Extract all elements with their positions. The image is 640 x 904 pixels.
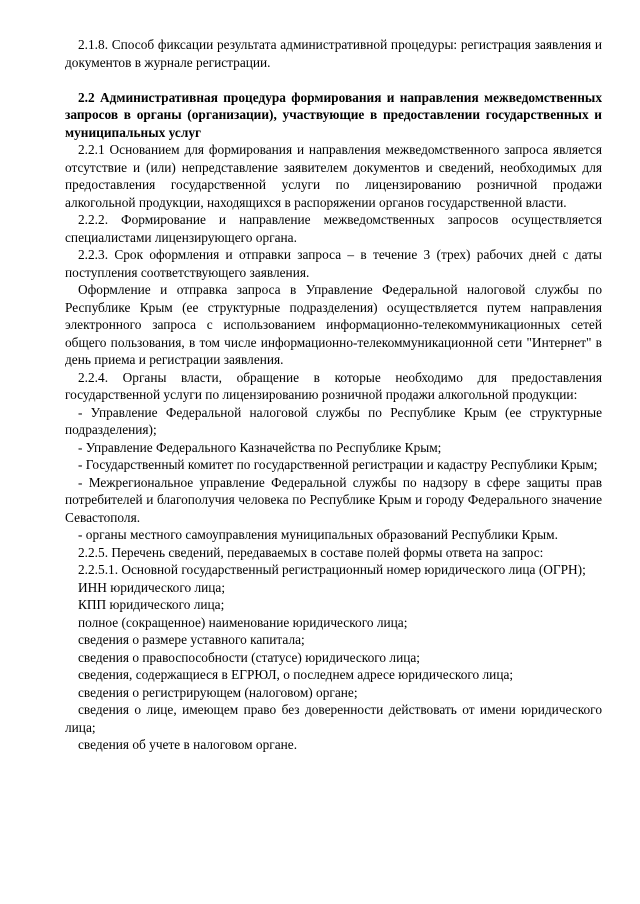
list-item-cadastre: - Государственный комитет по государственной регистрации и кадастру Республики Крым; — [78, 457, 598, 472]
paragraph-2-2-5-1: 2.2.5.1. Основной государственный регистрационный номер юридического лица (ОГРН); — [78, 562, 586, 577]
list-item-address: сведения, содержащиеся в ЕГРЮЛ, о последнем адресе юридического лица; — [78, 667, 514, 682]
paragraph-2-2-3: 2.2.3. Срок оформления и отправки запроса – в течение 3 (трех) рабочих дней с даты поступления соответствующего заявления. — [65, 247, 602, 280]
list-item-kpp: КПП юридического лица; — [78, 597, 225, 612]
list-item-authorized-person: сведения о лице, имеющем право без доверенности действовать от имени юридического лица; — [65, 702, 602, 735]
paragraph-request-submission: Оформление и отправка запроса в Управление Федеральной налоговой службы по Республике Крым (ее структурные подразделения) осуществляется путем направления электронного запроса с использованием информационно-телекоммуникационных сетей общего пользования, в том числе информационно-телекоммуникационной сети "Интернет" в день приема и регистрации заявления. — [65, 282, 602, 367]
list-item-inn: ИНН юридического лица; — [78, 579, 226, 595]
list-item-treasury: - Управление Федерального Казначейства по Республике Крым; — [78, 439, 442, 455]
paragraph-2-2-1: 2.2.1 Основанием для формирования и направления межведомственного запроса является отсутствие и (или) непредставление заявителем документов и сведений, необходимых для предоставления государственной услуги по лицензированию розничной продажи алкогольной продукции, находящихся в распоряжении органов государственной власти. — [65, 142, 602, 210]
paragraph-2-1-8: 2.1.8. Способ фиксации результата административной процедуры: регистрация заявления и документов в журнале регистрации. — [65, 37, 602, 70]
paragraph-2-2-4: 2.2.4. Органы власти, обращение в которые необходимо для предоставления государственной услуги по лицензированию розничной продажи алкогольной продукции: — [65, 369, 602, 402]
paragraph-gap — [65, 71, 602, 89]
list-item-rospotrebnadzor: - Межрегиональное управление Федеральной службы по надзору в сфере защиты прав потребителей и благополучия человека по Республике Крым и городу Федерального значение Севастополя. — [65, 474, 602, 525]
list-item-local-government: - органы местного самоуправления муниципальных образований Республики Крым. — [78, 527, 558, 542]
list-item-status: сведения о правоспособности (статусе) юридического лица; — [78, 649, 420, 665]
list-item-tax-registration: сведения об учете в налоговом органе. — [78, 737, 298, 752]
paragraph-2-2-5: 2.2.5. Перечень сведений, передаваемых в составе полей формы ответа на запрос: — [78, 544, 544, 560]
list-item-fns: - Управление Федеральной налоговой службы по Республике Крым (ее структурные подразделения); — [65, 404, 602, 437]
list-item-name: полное (сокращенное) наименование юридического лица; — [78, 614, 408, 630]
list-item-capital: сведения о размере уставного капитала; — [78, 632, 305, 647]
paragraph-2-2-2: 2.2.2. Формирование и направление межведомственных запросов осуществляется специалистами лицензирующего органа. — [65, 212, 602, 245]
section-heading-2-2: 2.2 Административная процедура формирования и направления межведомственных запросов в органы (организации), участвующие в предоставлении государственных и муниципальных услуг — [65, 89, 602, 140]
list-item-registrar: сведения о регистрирующем (налоговом) органе; — [78, 684, 358, 700]
